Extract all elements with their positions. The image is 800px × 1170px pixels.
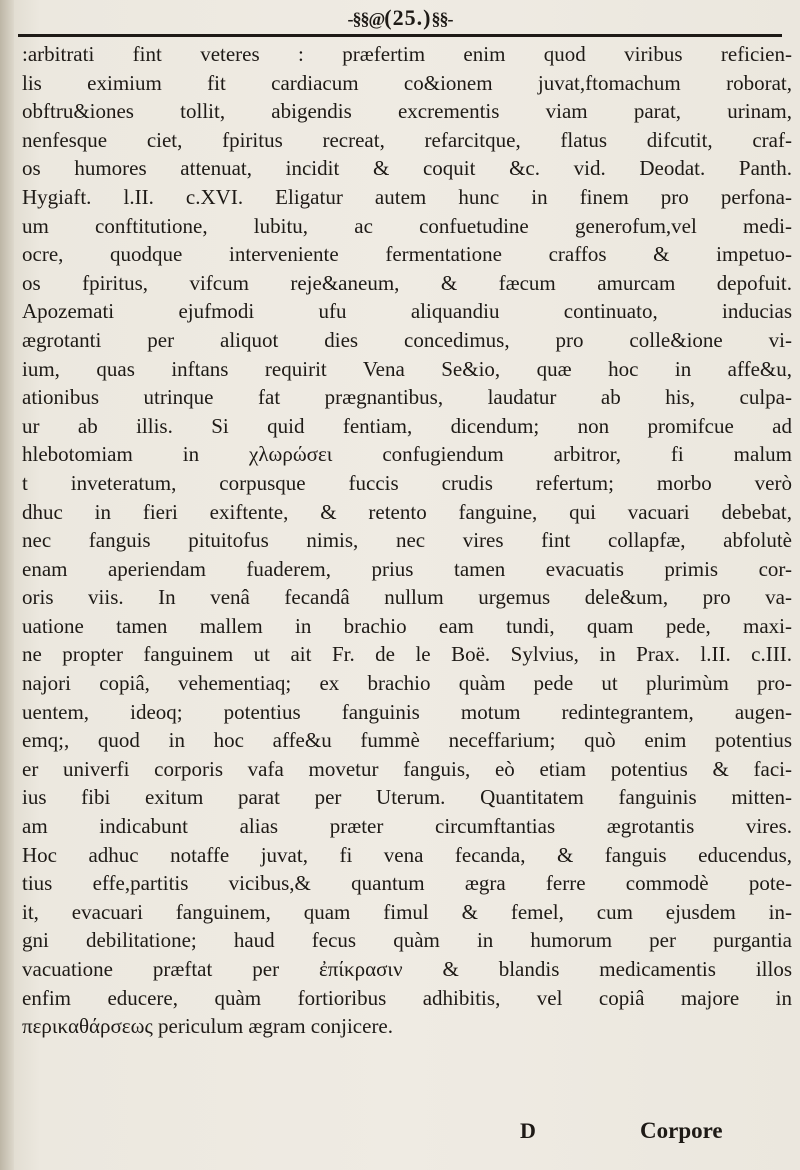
text-line: oris viis. In venâ fecandâ nullum urgemus dele&um, pro va- — [22, 585, 792, 610]
text-line: Hoc adhuc notaffe juvat, fi vena fecanda, & fanguis educendus, — [22, 842, 792, 867]
text-line: Apozemati ejufmodi ufu aliquandiu continuato, inducias — [22, 299, 792, 324]
text-line: enfim educere, quàm fortioribus adhibitis, vel copiâ majore in — [22, 985, 792, 1010]
catchword: Corpore — [640, 1118, 723, 1143]
text-line: ium, quas inftans requirit Vena Se&io, quæ hoc in affe&u, — [22, 356, 792, 381]
text-line: ur ab illis. Si quid fentiam, dicendum; non promifcue ad — [22, 413, 792, 438]
text-line: hlebotomiam in χλωρώσει confugiendum arbitror, fi malum — [22, 442, 792, 467]
text-line: obftru&iones tollit, abigendis excrementis viam parat, urinam, — [22, 99, 792, 124]
page-footer — [0, 1118, 800, 1154]
text-line: najori copiâ, vehementiaq; ex brachio quàm pede ut plurimùm pro- — [22, 671, 792, 696]
text-line: nenfesque ciet, fpiritus recreat, refarcitque, flatus difcutit, craf- — [22, 127, 792, 152]
text-line: uentem, ideoq; potentius fanguinis motum redintegrantem, augen- — [22, 699, 792, 724]
binding-gutter — [0, 0, 14, 1170]
text-line: ne propter fanguinem ut ait Fr. de le Boë. Sylvius, in Prax. l.II. c.III. — [22, 642, 792, 667]
text-line: emq;, quod in hoc affe&u fummè neceffarium; quò enim potentius — [22, 728, 792, 753]
text-line: dhuc in fieri exiftente, & retento fanguine, qui vacuari debebat, — [22, 499, 792, 524]
text-line: vacuatione præftat per ἐπίκρασιν & blandis medicamentis illos — [22, 957, 792, 981]
header-rule — [18, 34, 782, 37]
header-ornament-left: -§§@ — [347, 9, 385, 29]
text-line: nec fanguis pituitofus nimis, nec vires fint collapfæ, abfolutè — [22, 528, 792, 553]
text-line: uatione tamen mallem in brachio eam tundi, quam pede, maxi- — [22, 613, 792, 638]
text-line: am indicabunt alias præter circumftantias ægrotantis vires. — [22, 814, 792, 839]
header-ornament-right: §§- — [431, 9, 453, 29]
text-line: ationibus utrinque fat prægnantibus, laudatur ab his, culpa- — [22, 385, 792, 410]
signature-mark: D — [520, 1118, 536, 1143]
running-header — [0, 4, 800, 32]
text-line: t inveteratum, corpusque fuccis crudis refertum; morbo verò — [22, 470, 792, 495]
page-number: (25.) — [384, 5, 432, 30]
text-line: os humores attenuat, incidit & coquit &c. vid. Deodat. Panth. — [22, 156, 792, 181]
text-line: tius effe,partitis vicibus,& quantum ægra ferre commodè pote- — [22, 871, 792, 896]
text-line: Hygiaft. l.II. c.XVI. Eligatur autem hunc in finem pro perfona- — [22, 184, 792, 209]
text-line: :arbitrati fint veteres : præfertim enim quod viribus reficien- — [22, 42, 792, 66]
text-line: um conftitutione, lubitu, ac confuetudine generofum,vel medi- — [22, 213, 792, 238]
text-line: ius fibi exitum parat per Uterum. Quantitatem fanguinis mitten- — [22, 785, 792, 810]
body-text — [22, 40, 792, 1041]
text-line: gni debilitatione; haud fecus quàm in humorum per purgantia — [22, 928, 792, 953]
text-line: it, evacuari fanguinem, quam fimul & femel, cum ejusdem in- — [22, 899, 792, 924]
text-line: περικαθάρσεως periculum ægram conjicere. — [22, 1014, 394, 1039]
text-line: enam aperiendam fuaderem, prius tamen evacuatis primis cor- — [22, 556, 792, 581]
text-line: lis eximium fit cardiacum co&ionem juvat,ftomachum roborat, — [22, 70, 792, 95]
text-line: er univerfi corporis vafa movetur fanguis, eò etiam potentius & faci- — [22, 756, 792, 781]
text-line: ocre, quodque interveniente fermentatione craffos & impetuo- — [22, 242, 792, 267]
text-line: os fpiritus, vifcum reje&aneum, & fæcum amurcam depofuit. — [22, 270, 792, 295]
text-line: ægrotanti per aliquot dies concedimus, pro colle&ione vi- — [22, 327, 792, 352]
